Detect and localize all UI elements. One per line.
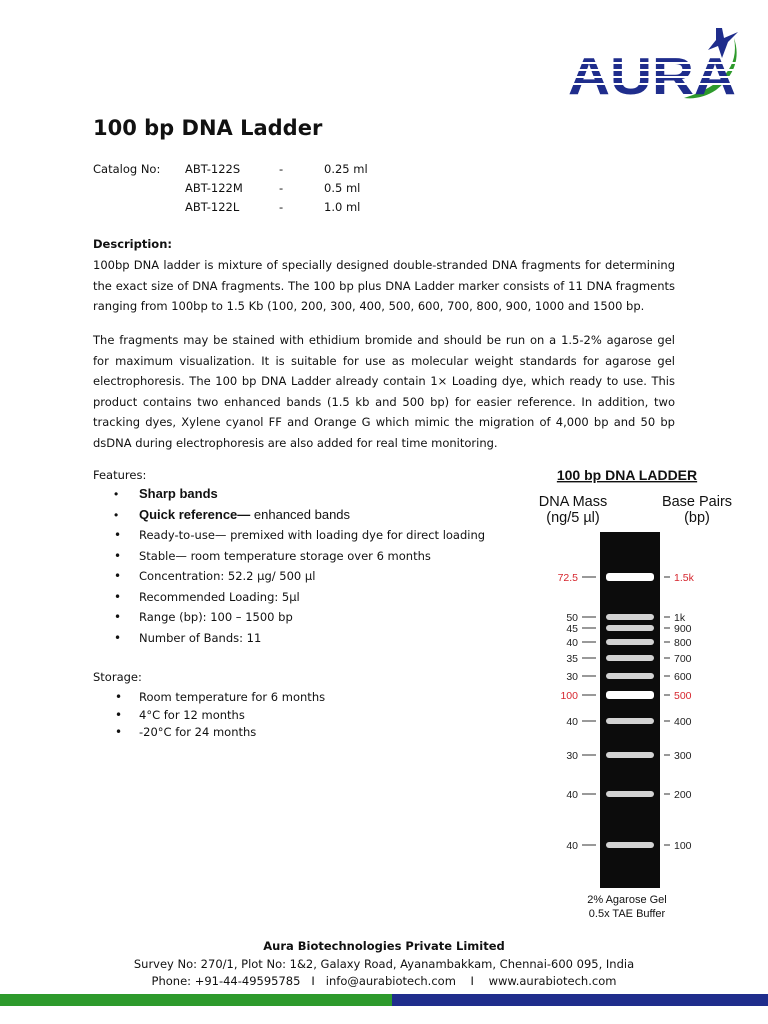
dna-ladder-gel-figure: [522, 462, 746, 922]
storage-item: • 4°C for 12 months: [93, 707, 325, 725]
catalog-table: [93, 162, 453, 219]
feature-text: Stable— room temperature storage over 6 months: [139, 548, 431, 563]
feature-bold: Quick reference—: [139, 506, 251, 522]
footer-separator: I: [311, 974, 315, 988]
gel-mass-label: 30: [566, 750, 578, 762]
footer-separator: I: [470, 974, 474, 988]
gel-caption: 0.5x TAE Buffer: [588, 908, 666, 920]
storage-item: • -20°C for 24 months: [93, 724, 325, 742]
catalog-volume: 0.25 ml: [324, 162, 368, 176]
gel-bp-label: 300: [674, 750, 692, 762]
features-list: [93, 484, 503, 648]
gel-mass-label: 40: [566, 637, 578, 649]
footer-company: Aura Biotechnologies Private Limited: [263, 939, 505, 953]
gel-bp-label: 100: [674, 840, 692, 852]
feature-text: Concentration: 52.2 μg/ 500 μl: [139, 569, 316, 583]
catalog-row: [93, 200, 453, 219]
page-title: 100 bp DNA Ladder: [93, 116, 323, 140]
feature-bold: Sharp bands: [139, 486, 218, 501]
feature-item: [93, 505, 503, 526]
feature-text: Range (bp): 100 – 1500 bp: [139, 610, 293, 624]
feature-item: [93, 525, 503, 546]
gel-bp-label: 1.5k: [674, 572, 694, 584]
features-heading: Features:: [93, 468, 147, 482]
gel-band: [606, 842, 654, 848]
feature-item: [93, 607, 503, 628]
catalog-label: Catalog No:: [93, 162, 161, 176]
feature-text: Number of Bands: 11: [139, 630, 262, 645]
aura-logo: [566, 20, 746, 110]
description-heading: Description:: [93, 237, 172, 251]
footer-bar-green: [0, 994, 392, 1006]
gel-lane: [600, 532, 660, 888]
gel-band: [606, 625, 654, 631]
gel-mass-label: 45: [566, 623, 578, 635]
feature-item: [93, 546, 503, 567]
gel-mass-label: 72.5: [557, 572, 578, 584]
feature-text: enhanced bands: [250, 506, 351, 522]
gel-bp-unit: (bp): [684, 510, 710, 526]
gel-mass-unit: (ng/5 µl): [546, 510, 600, 526]
footer-bar-blue: [392, 994, 768, 1006]
catalog-row: [93, 181, 453, 200]
description-paragraph: 100bp DNA ladder is mixture of specially designed double-stranded DNA fragments for determining the exact size of DNA fragments. The 100 bp plus DNA Ladder marker consists of 11 DNA fragments ranging from 100bp to 1.5 Kb (100, 200, 300, 400, 500, 600, 700, 800, 900, 1000 and 1500 bp.: [93, 258, 675, 313]
catalog-dash: -: [279, 200, 284, 214]
gel-caption: 2% Agarose Gel: [587, 894, 667, 906]
footer-contact: [0, 973, 768, 991]
catalog-dash: -: [279, 181, 284, 195]
gel-mass-label: 35: [566, 653, 578, 665]
gel-title: 100 bp DNA LADDER: [556, 467, 698, 483]
gel-mass-header: DNA Mass: [538, 494, 608, 510]
storage-list: [93, 689, 325, 742]
description-paragraph: The fragments may be stained with ethidium bromide and should be run on a 1.5-2% agarose gel for maximum visualization. It is suitable for use as molecular weight standards for agarose gel electrophoresis. The 100 bp DNA Ladder already contain 1× Loading dye, which ready to use. This product contains two enhanced bands (1.5 kb and 500 bp) for easier reference. In addition, two tracking dyes, Xylene cyanol FF and Orange G which mimic the migration of 4,000 bp and 50 bp dsDNA during electrophoresis are also added for real time monitoring.: [93, 333, 675, 450]
footer-email-link[interactable]: info@aurabiotech.com: [325, 974, 456, 988]
gel-mass-label: 40: [566, 789, 578, 801]
feature-item: [93, 587, 503, 608]
feature-item: [93, 566, 503, 587]
gel-band: [606, 673, 654, 679]
footer-website-link[interactable]: www.aurabiotech.com: [488, 974, 617, 988]
gel-bp-label: 700: [674, 653, 692, 665]
gel-bp-label: 400: [674, 716, 692, 728]
gel-mass-label: 50: [566, 612, 578, 624]
storage-item: • Room temperature for 6 months: [93, 689, 325, 707]
feature-text: Ready-to-use— premixed with loading dye for direct loading: [139, 528, 486, 542]
gel-band: [606, 691, 654, 699]
gel-band: [606, 614, 654, 620]
gel-bp-label: 200: [674, 789, 692, 801]
gel-band: [606, 639, 654, 645]
gel-bp-label: 800: [674, 637, 692, 649]
catalog-code: ABT-122M: [185, 181, 243, 195]
gel-bp-label: 900: [674, 623, 692, 635]
gel-mass-label: 40: [566, 840, 578, 852]
gel-bp-header: Base Pairs: [661, 494, 733, 510]
footer: [0, 938, 768, 991]
footer-address: Survey No: 270/1, Plot No: 1&2, Galaxy Road, Ayanambakkam, Chennai-600 095, India: [133, 956, 635, 971]
feature-text: Recommended Loading: 5μl: [139, 589, 300, 604]
catalog-volume: 1.0 ml: [324, 200, 361, 214]
catalog-dash: -: [279, 162, 284, 176]
gel-band: [606, 791, 654, 797]
catalog-code: ABT-122S: [185, 162, 241, 176]
gel-mass-label: 40: [566, 716, 578, 728]
gel-mass-label: 30: [566, 671, 578, 683]
catalog-volume: 0.5 ml: [324, 181, 361, 195]
gel-bp-label: 600: [674, 671, 692, 683]
gel-band: [606, 655, 654, 661]
catalog-row: [93, 162, 453, 181]
gel-bp-label: 1k: [674, 612, 686, 624]
storage-heading: Storage:: [93, 670, 142, 684]
gel-bp-label: 500: [674, 690, 692, 702]
gel-mass-label: 100: [560, 690, 578, 702]
gel-band: [606, 718, 654, 724]
catalog-code: ABT-122L: [185, 200, 240, 214]
feature-item: [93, 628, 503, 649]
gel-band: [606, 752, 654, 758]
gel-band: [606, 573, 654, 581]
footer-phone: Phone: +91-44-49595785: [151, 974, 301, 988]
feature-item: [93, 484, 503, 505]
